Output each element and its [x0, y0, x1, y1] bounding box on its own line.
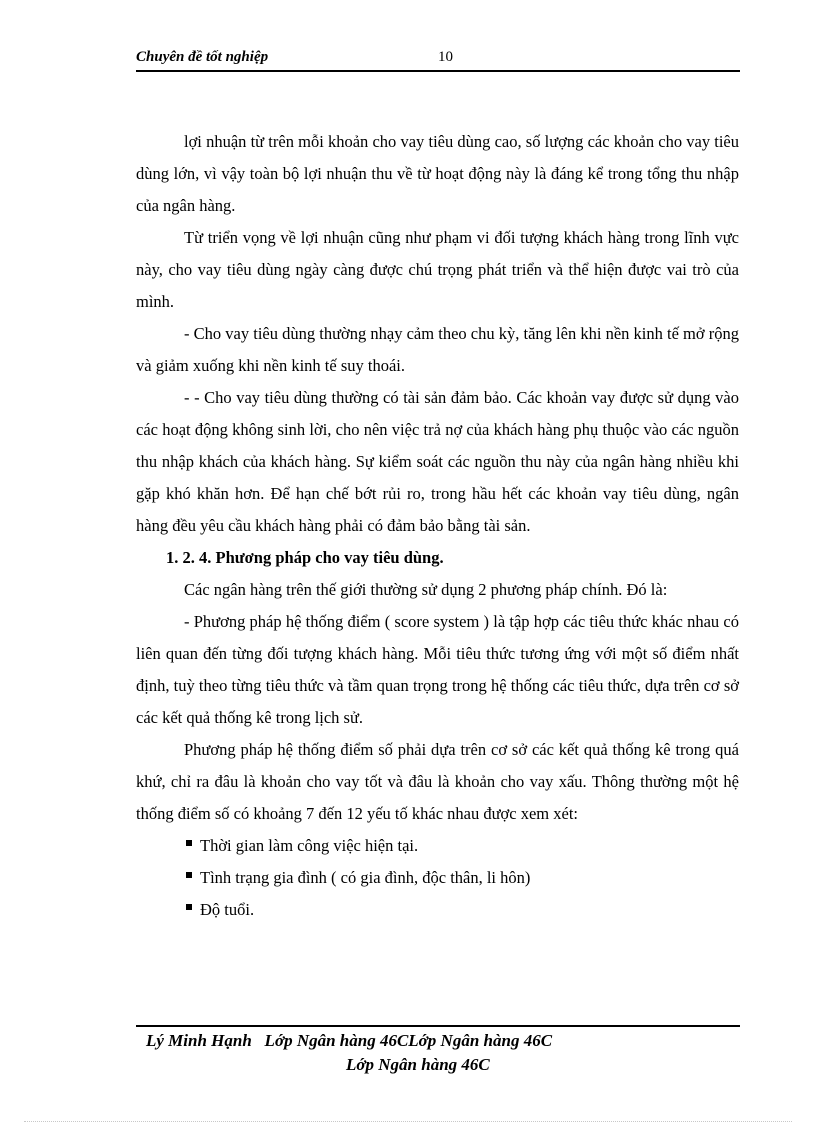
square-bullet-icon [186, 872, 192, 878]
document-body [136, 126, 739, 926]
footer-author-class: Lý Minh Hạnh Lớp Ngân hàng 46CLớp Ngân hàng 46C [146, 1031, 553, 1050]
list-item-text: Thời gian làm công việc hiện tại. [200, 836, 419, 855]
list-item [136, 862, 739, 894]
page-header [136, 48, 740, 72]
list-item [136, 830, 739, 862]
paragraph-collateral: - - Cho vay tiêu dùng thường có tài sản đảm bảo. Các khoản vay được sử dụng vào các hoạt động không sinh lời, cho nên việc trả nợ của khách hàng phụ thuộc vào các nguồn thu nhập khách của khách hàng. Sự kiểm soát các nguồn thu này của ngân hàng nhiều khi gặp khó khăn hơn. Để hạn chế bớt rủi ro, trong hầu hết các khoản vay tiêu dùng, ngân hàng đều yêu cầu khách hàng phải có đảm bảo bằng tài sản. [136, 388, 739, 535]
paragraph-methods-intro: Các ngân hàng trên thế giới thường sử dụng 2 phương pháp chính. Đó là: [184, 580, 668, 599]
square-bullet-icon [186, 904, 192, 910]
page-number: 10 [438, 49, 453, 65]
list-item-text: Tình trạng gia đình ( có gia đình, độc thân, li hôn) [200, 868, 531, 887]
footer-divider [136, 1025, 740, 1027]
square-bullet-icon [186, 840, 192, 846]
paragraph-prospects: Từ triển vọng về lợi nhuận cũng như phạm vi đối tượng khách hàng trong lĩnh vực này, cho vay tiêu dùng ngày càng được chú trọng phát triển và thể hiện được vai trò của mình. [136, 228, 739, 311]
paragraph-cyclical: - Cho vay tiêu dùng thường nhạy cảm theo chu kỳ, tăng lên khi nền kinh tế mở rộng và giảm xuống khi nền kinh tế suy thoái. [136, 324, 739, 375]
paragraph-score-system: - Phương pháp hệ thống điểm ( score system ) là tập hợp các tiêu thức khác nhau có liên quan đến từng đối tượng khách hàng. Mỗi tiêu thức tương ứng với một số điểm nhất định, tuỳ theo từng tiêu thức và tầm quan trọng trong hệ thống các tiêu thức, dựa trên cơ sở các kết quả thống kê trong lịch sử. [136, 612, 739, 727]
list-item-text: Độ tuổi. [200, 900, 255, 919]
footer-class: Lớp Ngân hàng 46C [346, 1055, 490, 1074]
section-heading: 1. 2. 4. Phương pháp cho vay tiêu dùng. [166, 548, 444, 567]
paragraph-score-basis: Phương pháp hệ thống điểm số phải dựa trên cơ sở các kết quả thống kê trong quá khứ, chỉ ra đâu là khoản cho vay tốt và đâu là khoản cho vay xấu. Thông thường một hệ thống điểm số có khoảng 7 đến 12 yếu tố khác nhau được xem xét: [136, 740, 739, 823]
paragraph-profit: lợi nhuận từ trên mỗi khoản cho vay tiêu dùng cao, số lượng các khoản cho vay tiêu dùng lớn, vì vậy toàn bộ lợi nhuận thu về từ hoạt động này là đáng kể trong tổng thu nhập của ngân hàng. [136, 132, 739, 215]
header-title: Chuyên đề tốt nghiệp [136, 49, 269, 65]
list-item [136, 894, 739, 926]
page-bottom-dotted-line [24, 1121, 792, 1122]
